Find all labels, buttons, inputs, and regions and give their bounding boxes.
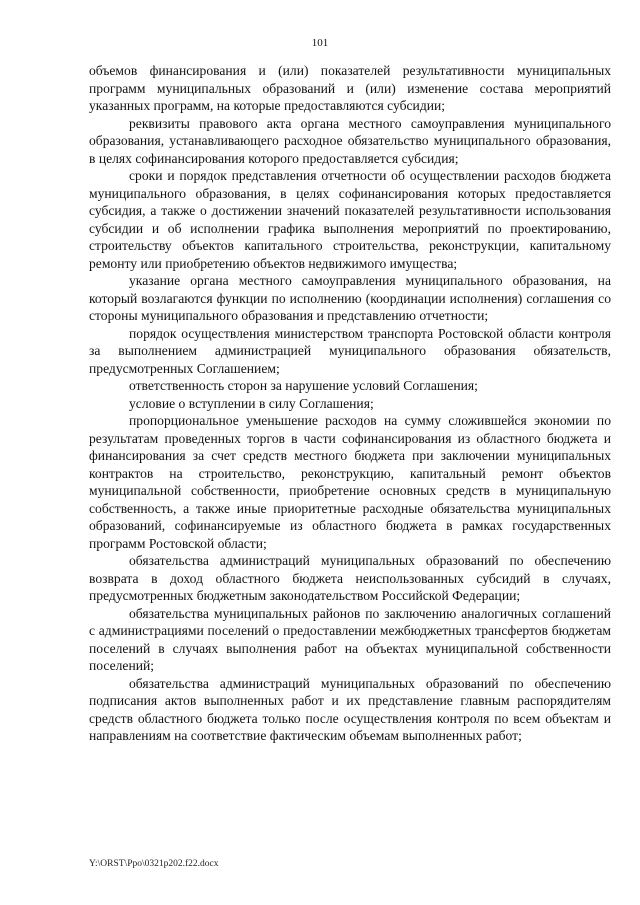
paragraph: реквизиты правового акта органа местного самоуправления муниципального образования, устанавливающего расходное обязательство муниципального образования, в целях софинансирования которого предоставляется субсидия; (89, 115, 611, 166)
paragraph: порядок осуществления министерством транспорта Ростовской области контроля за выполнением администрацией муниципального образования обязательств, предусмотренных Соглашением; (89, 325, 611, 376)
paragraph: объемов финансирования и (или) показателей результативности муниципальных программ муниципальных образований и (или) изменение состава мероприятий указанных программ, на которые предоставляются субсидии; (89, 63, 611, 113)
page-number: 101 (311, 37, 329, 49)
paragraph: обязательства муниципальных районов по заключению аналогичных соглашений с администрациями поселений о предоставлении межбюджетных трансфертов бюджетам поселений в случаях выполнения работ на объектах муниципальной собственности поселений; (89, 605, 611, 673)
paragraph: указание органа местного самоуправления муниципального образования, на который возлагаются функции по исполнению (координации исполнения) соглашения со стороны муниципального образования и представлению отчетности; (89, 273, 611, 323)
paragraph: обязательства администраций муниципальных образований по обеспечению подписания актов выполненных работ и их представление главным распорядителям средств областного бюджета только после осуществления контроля по всем объектам и направлениям на соответствие фактическим объемам выполненных работ; (89, 675, 611, 743)
paragraph: ответственность сторон за нарушение условий Соглашения; (129, 378, 478, 393)
paragraph: пропорциональное уменьшение расходов на сумму сложившейся экономии по результатам проведенных торгов в части софинансирования из областного бюджета и финансирования за счет средств местного бюджета при заключении муниципальных контрактов на строительство, реконструкцию, капитальный ремонт объектов муниципальной собственности, приобретение основных средств в муниципальную собственность, а также иные приоритетные расходные обязательства муниципальных образований, софинансируемые из областного бюджета в рамках государственных программ Ростовской области; (89, 413, 611, 551)
paragraph: сроки и порядок представления отчетности об осуществлении расходов бюджета муниципального образования, в целях софинансирования которых предоставляется субсидия, а также о достижении значений показателей результативности использования субсидии и об исполнении графика выполнения мероприятий по проектированию, строительству объектов капитального строительства, реконструкции, капитальному ремонту или приобретению объектов недвижимого имущества; (89, 168, 611, 271)
document-body (89, 62, 611, 745)
paragraph: условие о вступлении в силу Соглашения; (129, 395, 374, 411)
paragraph: обязательства администраций муниципальных образований по обеспечению возврата в доход областного бюджета неиспользованных субсидий в случаях, предусмотренных бюджетным законодательством Российской Федерации; (89, 553, 611, 603)
footer-file-path: Y:\ORST\Ppo\0321p202.f22.docx (89, 859, 219, 869)
